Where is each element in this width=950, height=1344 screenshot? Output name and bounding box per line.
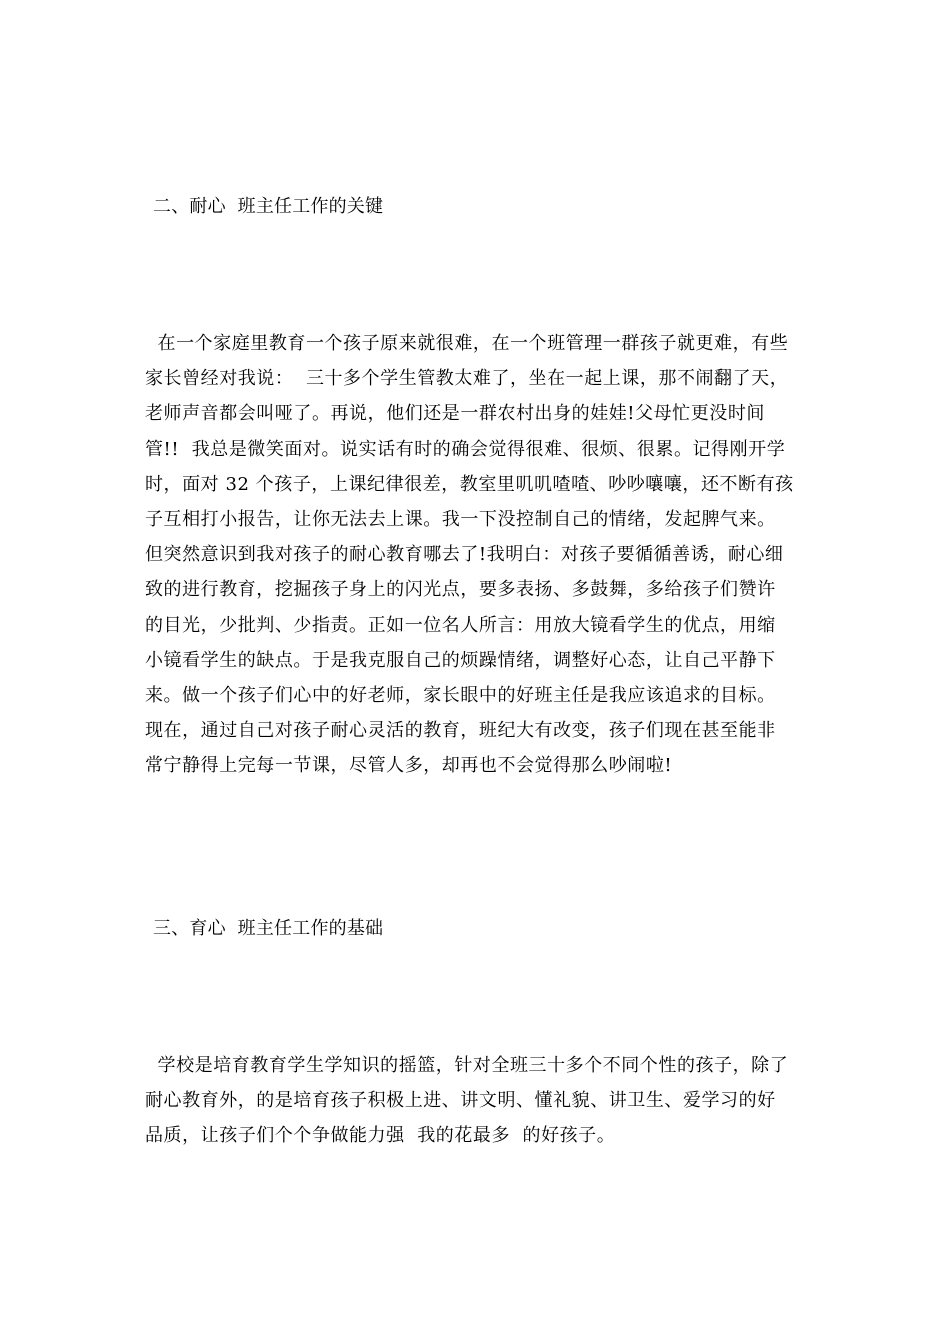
paragraph-line: 管!! 我总是微笑面对。说实话有时的确会觉得很难、很烦、很累。记得刚开学	[145, 438, 786, 460]
section-heading-patience: 二、耐心 班主任工作的关键	[153, 196, 384, 217]
paragraph-line: 来。做一个孩子们心中的好老师，家长眼中的好班主任是我应该追求的目标。	[145, 684, 776, 706]
section-heading-nurture: 三、育心 班主任工作的基础	[153, 918, 384, 939]
paragraph-line: 学校是培育教育学生学知识的摇篮，针对全班三十多个不同个性的孩子，除了	[145, 1055, 789, 1076]
paragraph-line: 耐心教育外，的是培育孩子积极上进、讲文明、懂礼貌、讲卫生、爱学习的好	[145, 1090, 776, 1112]
paragraph-line: 子互相打小报告，让你无法去上课。我一下没控制自己的情绪，发起脾气来。	[145, 508, 776, 530]
paragraph-line: 品质，让孩子们个个争做能力强 我的花最多 的好孩子。	[145, 1125, 616, 1147]
paragraph-line: 但突然意识到我对孩子的耐心教育哪去了!我明白：对孩子要循循善诱，耐心细	[145, 544, 784, 566]
paragraph-line: 家长曾经对我说： 三十多个学生管教太难了，坐在一起上课，那不闹翻了天，	[145, 368, 789, 390]
paragraph-line: 致的进行教育，挖掘孩子身上的闪光点，要多表扬、多鼓舞，多给孩子们赞许	[145, 579, 776, 601]
paragraph-line: 的目光，少批判、少指责。正如一位名人所言：用放大镜看学生的优点，用缩	[145, 614, 776, 636]
paragraph-line: 常宁静得上完每一节课，尽管人多，却再也不会觉得那么吵闹啦!	[145, 755, 673, 777]
paragraph-line: 在一个家庭里教育一个孩子原来就很难，在一个班管理一群孩子就更难，有些	[145, 333, 789, 354]
paragraph-line: 现在，通过自己对孩子耐心灵活的教育，班纪大有改变，孩子们现在甚至能非	[145, 720, 776, 742]
paragraph-line: 时，面对 32 个孩子，上课纪律很差，教室里叽叽喳喳、吵吵嚷嚷，还不断有孩	[145, 473, 794, 495]
paragraph-line: 小镜看学生的缺点。于是我克服自己的烦躁情绪，调整好心态，让自己平静下	[145, 649, 776, 671]
paragraph-nurture	[145, 1048, 810, 1154]
paragraph-patience	[145, 326, 810, 783]
paragraph-line: 老师声音都会叫哑了。再说，他们还是一群农村出身的娃娃!父母忙更没时间	[145, 403, 765, 425]
